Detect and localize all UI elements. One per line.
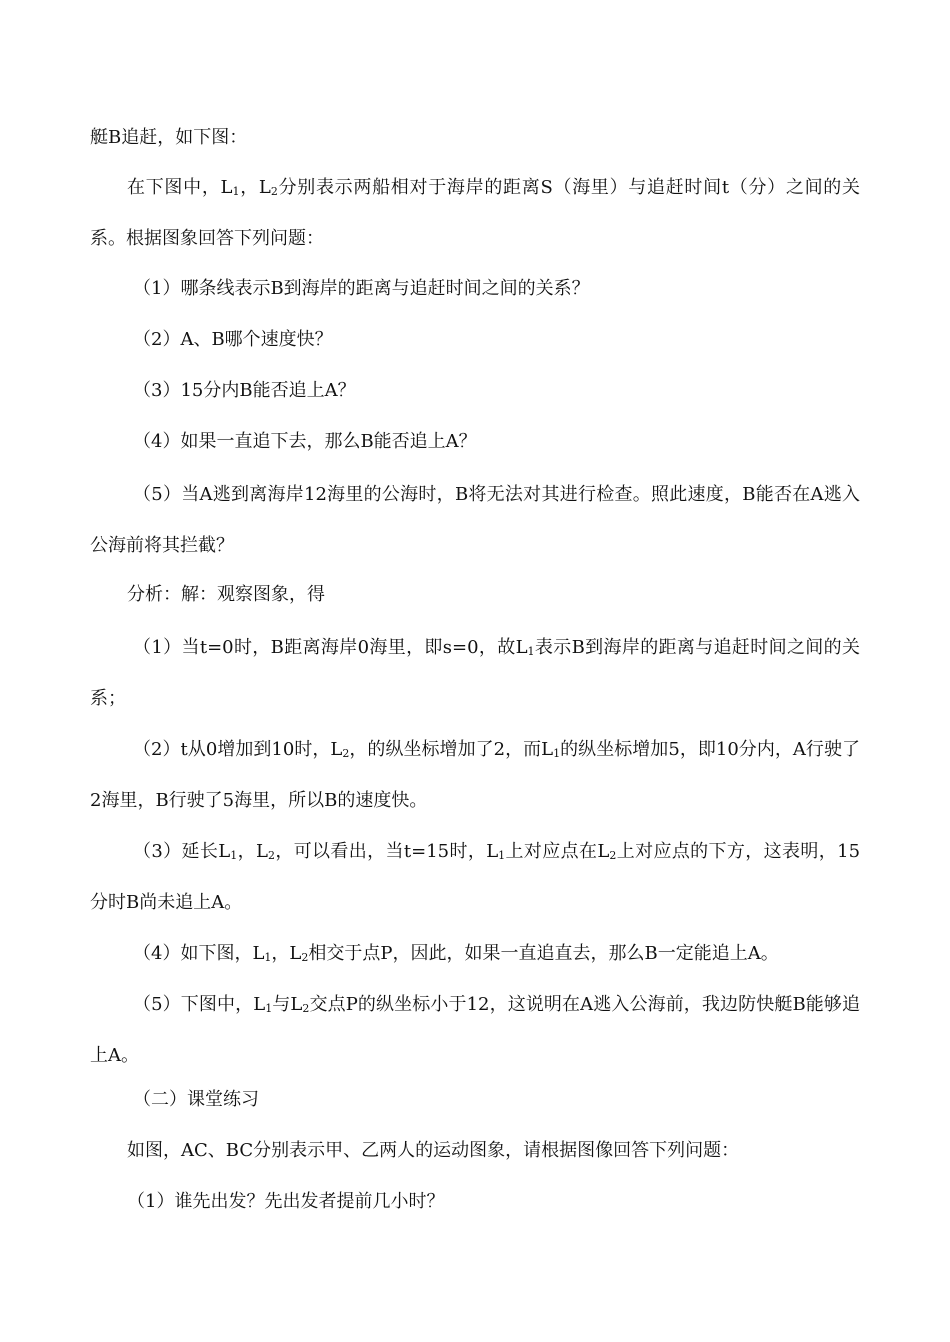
- question-1: （1）哪条线表示B到海岸的距离与追赶时间之间的关系？: [133, 278, 590, 299]
- subscript: 2: [270, 185, 278, 198]
- text-run: 相交于点P，因此，如果一直追直去，那么B一定能追上A。: [308, 943, 779, 964]
- problem-description: [90, 162, 860, 264]
- answer-1: [90, 622, 860, 724]
- subscript: 1: [553, 747, 561, 760]
- subscript: 2: [267, 849, 275, 862]
- question-4: （4）如果一直追下去，那么B能否追上A？: [133, 431, 477, 452]
- subscript: 2: [301, 951, 309, 964]
- text-run: 分别表示两船相对于海岸的距离S（海里）与追赶时间t（分）之间的关系。根据图象回答下列问题：: [90, 177, 861, 249]
- text-run: 上对应点的下方，这表明，15分时B尚未追上A。: [90, 841, 861, 913]
- text-run: （5）下图中，L: [133, 994, 266, 1015]
- answer-3: [90, 826, 860, 928]
- text-run: 上对应点在L: [505, 841, 610, 862]
- text-run: ，的纵坐标增加了2，而L: [349, 739, 554, 760]
- text-run: 表示B到海岸的距离与追赶时间之间的关系；: [90, 637, 860, 709]
- text-run: 在下图中，L: [127, 177, 233, 198]
- subscript: 1: [232, 185, 240, 198]
- text-run: （2）t从0增加到10时，L: [133, 739, 343, 760]
- subscript: 1: [527, 645, 535, 658]
- subscript: 2: [609, 849, 617, 862]
- text-run: 与L: [272, 994, 303, 1015]
- subscript: 1: [264, 951, 272, 964]
- text-run: （3）延长L: [133, 841, 231, 862]
- text-run: 的纵坐标增加5，即10分内，A行驶了2海里，B行驶了5海里，所以B的速度快。: [90, 739, 860, 811]
- text-run: ，可以看出，当t=15时，L: [274, 841, 499, 862]
- text-run: （5）当A逃到离海岸12海里的公海时，B将无法对其进行检查。照此速度，B能否在A逃入公海前将其拦截？: [90, 484, 860, 556]
- answer-2: [90, 724, 860, 826]
- text-run: ，L: [239, 177, 271, 198]
- text-run: ，L: [237, 841, 268, 862]
- answer-4: [90, 928, 860, 979]
- answer-5: [90, 979, 860, 1081]
- question-5: [90, 469, 860, 571]
- subscript: 1: [265, 1002, 273, 1015]
- text-run: （4）如下图，L: [133, 943, 265, 964]
- subscript: 2: [342, 747, 350, 760]
- text-run: 交点P的纵坐标小于12，这说明在A逃入公海前，我边防快艇B能够追上A。: [90, 994, 861, 1066]
- subscript: 2: [302, 1002, 310, 1015]
- analysis-heading: 分析：解：观察图象，得: [127, 584, 325, 605]
- question-2: （2）A、B哪个速度快？: [133, 329, 333, 350]
- text-run: ，L: [271, 943, 302, 964]
- text-run: （1）当t=0时，B距离海岸0海里，即s=0，故L: [133, 637, 528, 658]
- subscript: 1: [498, 849, 506, 862]
- intro-text: 艇B追赶，如下图：: [90, 127, 248, 148]
- exercise-text: 如图，AC、BC分别表示甲、乙两人的运动图象，请根据图像回答下列问题：: [127, 1140, 740, 1161]
- subscript: 1: [230, 849, 238, 862]
- question-3: （3）15分内B能否追上A？: [133, 380, 356, 401]
- section-heading: （二）课堂练习: [133, 1089, 259, 1110]
- exercise-question-1: （1）谁先出发？先出发者提前几小时？: [127, 1191, 445, 1212]
